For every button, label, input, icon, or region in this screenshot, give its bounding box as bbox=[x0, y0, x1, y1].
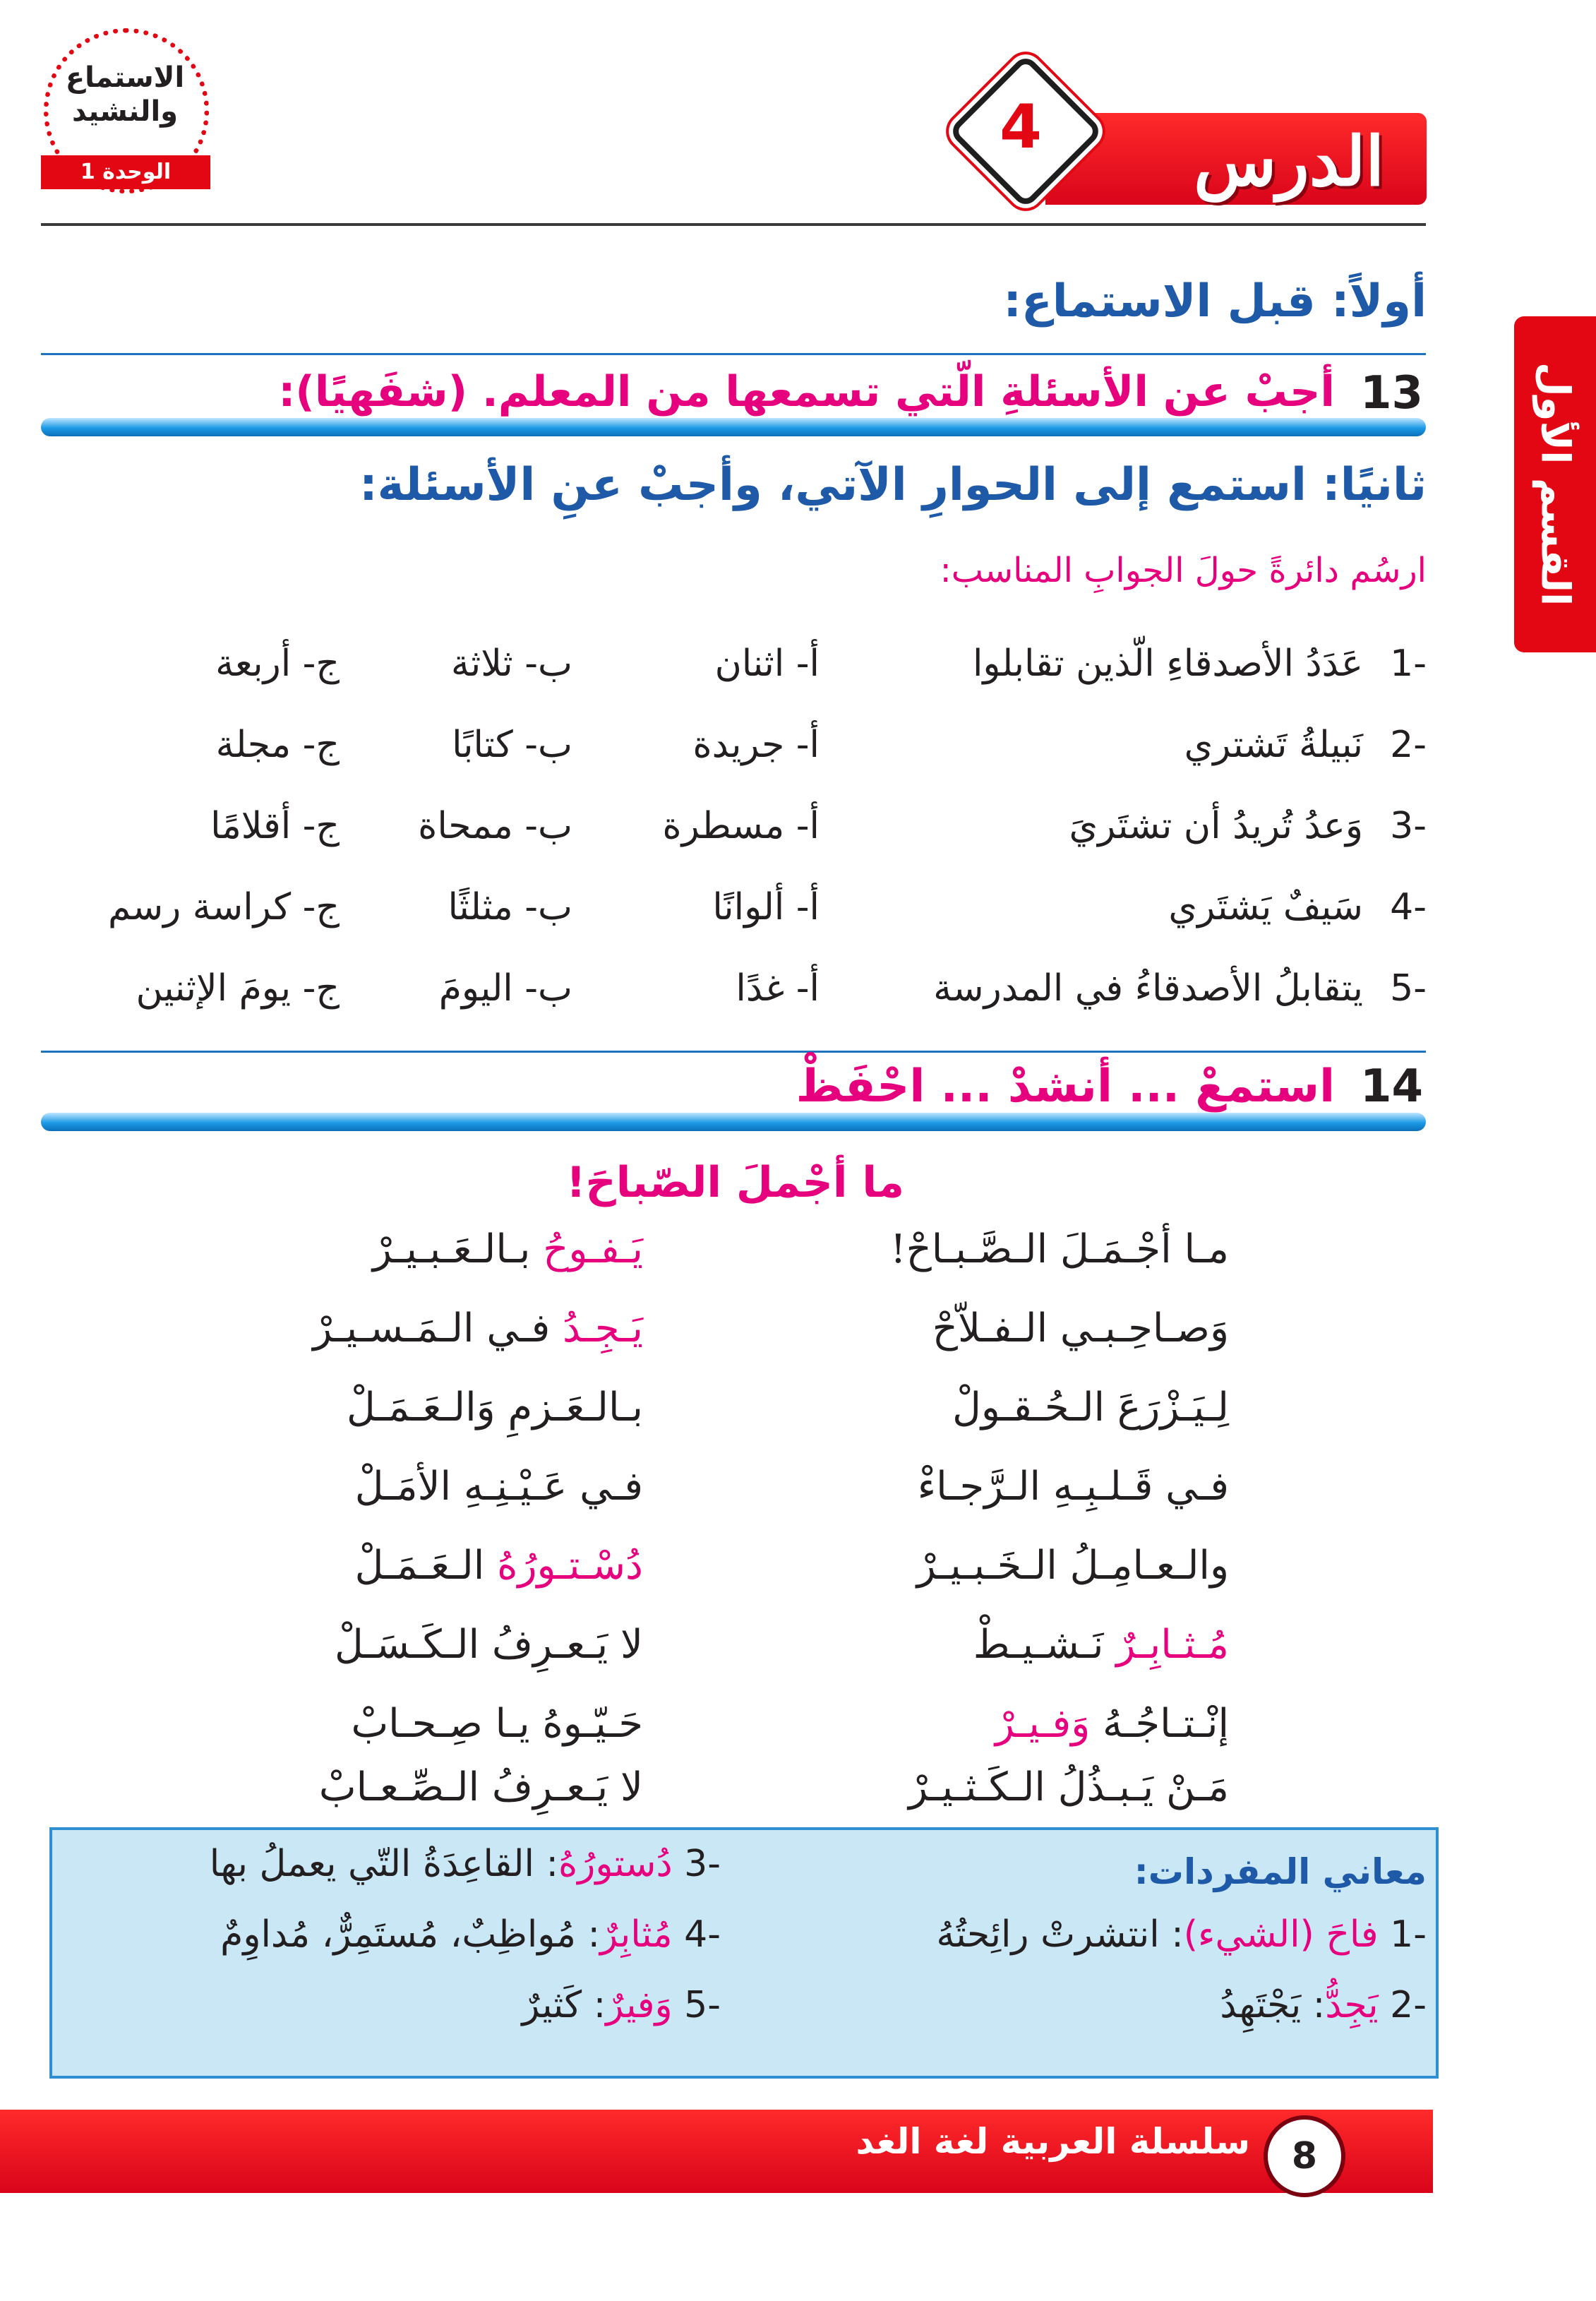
lesson-title: الدرس bbox=[1194, 121, 1384, 201]
vocab-word: وَفيرٌ bbox=[606, 1984, 673, 2026]
question-row-4 bbox=[0, 883, 1596, 932]
option-b[interactable]: ب- اليومَ bbox=[438, 967, 572, 1010]
verse-right-1: مـا أجْـمَـلَ الـصَّـبـاحْ! bbox=[890, 1226, 1229, 1272]
option-c[interactable]: ج- أقلامًا bbox=[210, 805, 340, 847]
divider bbox=[41, 1051, 1426, 1053]
before-listening-heading: أولاً: قبل الاستماع: bbox=[1003, 275, 1427, 328]
vocab-word: يَجِدُّ bbox=[1325, 1984, 1379, 2026]
vocab-number: -3 bbox=[684, 1843, 721, 1885]
verse-left-2 bbox=[191, 1301, 643, 1357]
question-row-5 bbox=[0, 964, 1596, 1013]
vocab-item-2 bbox=[777, 1977, 1427, 2033]
vocab-item-1 bbox=[777, 1906, 1427, 1963]
verse-highlight: يَـفـوحُ bbox=[543, 1226, 643, 1272]
option-c[interactable]: ج- أربعة bbox=[215, 643, 340, 685]
option-a[interactable]: أ- اثنان bbox=[714, 643, 820, 685]
question-text: يتقابلُ الأصدقاءُ في المدرسة bbox=[933, 967, 1363, 1010]
divider bbox=[41, 353, 1426, 355]
question-row-1 bbox=[0, 639, 1596, 688]
option-a[interactable]: أ- مسطرة bbox=[662, 805, 820, 847]
verse-right-4: فـي قَـلـبِـهِ الـرَّجـاءْ bbox=[917, 1464, 1229, 1510]
question-number: -5 bbox=[1390, 967, 1427, 1010]
verse-right-6 bbox=[791, 1617, 1229, 1673]
option-a[interactable]: أ- غدًا bbox=[736, 967, 820, 1010]
verse-left-3: بـالـعَـزمِ وَالـعَـمَـلْ bbox=[347, 1385, 643, 1430]
vocab-item-4 bbox=[107, 1906, 721, 1963]
vocabulary-title: معاني المفردات: bbox=[1134, 1851, 1427, 1892]
unit-seal-text: الاستماع والنشيد bbox=[65, 61, 185, 128]
option-c[interactable]: ج- يومَ الإثنين bbox=[136, 967, 340, 1010]
vocab-number: -2 bbox=[1390, 1984, 1427, 2026]
question-text: وَعدُ تُريدُ أن تشتَريَ bbox=[1069, 805, 1363, 847]
option-c[interactable]: ج- كراسة رسم bbox=[107, 886, 340, 928]
verse-highlight: دُسْـتـورُهُ bbox=[497, 1543, 643, 1589]
verse-right-7 bbox=[791, 1696, 1229, 1752]
verse-right-3: لِـيَـزْرَعَ الـحُـقـولْ bbox=[952, 1385, 1229, 1430]
verse-right-5: والـعـامِـلُ الـخَـبـيـرْ bbox=[916, 1543, 1229, 1589]
vocab-meaning: : مُواظِبٌ، مُستَمِرٌّ، مُداوِمٌ bbox=[220, 1913, 601, 1956]
option-b[interactable]: ب- ممحاة bbox=[418, 805, 572, 847]
question-row-3 bbox=[0, 801, 1596, 851]
vocab-word: فاحَ (الشيء) bbox=[1183, 1913, 1379, 1956]
vocab-word: مُثابِرٌ bbox=[600, 1913, 673, 1956]
option-b[interactable]: ب- مثلثًا bbox=[448, 886, 572, 928]
verse-right-2: وَصـاحِـبـي الـفـلاّحْ bbox=[932, 1305, 1229, 1351]
question-number: -3 bbox=[1390, 805, 1427, 847]
vocab-meaning: : انتشرتْ رائِحتُهُ bbox=[936, 1913, 1184, 1956]
verse-left-1 bbox=[191, 1221, 643, 1278]
vocab-item-5 bbox=[107, 1977, 721, 2033]
question-text: نَبيلةُ تَشتري bbox=[1184, 724, 1363, 766]
verse-highlight: مُـثـابِـرٌ bbox=[1116, 1622, 1229, 1668]
vocab-word: دُستورُهُ bbox=[558, 1843, 673, 1885]
question-text: عَدَدُ الأصدقاءِ الّذين تقابلوا bbox=[972, 643, 1363, 685]
exercise-13-text: أجبْ عن الأسئلةِ الّتي تسمعها من المعلم. (شفَهيًا): bbox=[278, 367, 1335, 417]
vocab-meaning: : القاعِدَةُ التّي يعملُ بها bbox=[209, 1843, 558, 1885]
option-a[interactable]: أ- جريدة bbox=[692, 724, 820, 766]
verse-left-5 bbox=[191, 1538, 643, 1594]
verse-left-4: فـي عَـيْـنِـهِ الأمَـلْ bbox=[354, 1464, 643, 1510]
question-number: -2 bbox=[1390, 724, 1427, 766]
exercise-13-number: 13 bbox=[1360, 367, 1423, 419]
verse-right-8: مَـنْ يَـبـذُلُ الـكَـثـيـرْ bbox=[908, 1764, 1229, 1810]
unit-badge: الوحدة 1 bbox=[41, 155, 210, 189]
exercise-14-number: 14 bbox=[1360, 1060, 1423, 1113]
option-a[interactable]: أ- ألوانًا bbox=[712, 886, 820, 928]
verse-text: إنْـتـاجُـهُ bbox=[1090, 1701, 1229, 1747]
page-number: 8 bbox=[1264, 2115, 1345, 2197]
vocab-number: -5 bbox=[684, 1984, 721, 2026]
vocab-number: -4 bbox=[684, 1913, 721, 1956]
option-b[interactable]: ب- كتابًا bbox=[452, 724, 572, 766]
exercise-14-bar bbox=[41, 1113, 1426, 1131]
verse-highlight: يَـجِـدُ bbox=[563, 1305, 643, 1351]
verse-highlight: وَفـيـرْ bbox=[995, 1701, 1091, 1747]
verse-left-7: حَـيّـوهُ يـا صِـحـابْ bbox=[351, 1701, 643, 1747]
question-number: -1 bbox=[1390, 643, 1427, 685]
poem-title: ما أجْملَ الصّباحَ! bbox=[566, 1158, 904, 1207]
vocab-meaning: : يَجْتَهِدُ bbox=[1220, 1984, 1326, 2026]
question-text: سَيفٌ يَشتَري bbox=[1168, 886, 1363, 928]
verse-text: الـعَـمَـلْ bbox=[354, 1543, 498, 1589]
instruction-text: ارسُم دائرةً حولَ الجوابِ المناسب: bbox=[940, 551, 1427, 590]
vocab-number: -1 bbox=[1390, 1913, 1427, 1956]
verse-text: بـالـعَـبـيـرْ bbox=[372, 1226, 544, 1272]
header-rule bbox=[41, 223, 1426, 226]
footer-series-title: سلسلة العربية لغة الغد bbox=[856, 2121, 1250, 2162]
exercise-13-bar bbox=[41, 418, 1426, 436]
verse-text: فـي الـمَـسـيـرْ bbox=[313, 1305, 563, 1351]
question-row-2 bbox=[0, 720, 1596, 770]
verse-text: نَـشـيـطْ bbox=[973, 1622, 1117, 1668]
option-b[interactable]: ب- ثلاثة bbox=[450, 643, 572, 685]
vocab-item-3 bbox=[107, 1836, 721, 1892]
question-number: -4 bbox=[1390, 886, 1427, 928]
vocab-meaning: : كَثيرٌ bbox=[522, 1984, 606, 2026]
verse-left-6: لا يَـعـرِفُ الـكَـسَـلْ bbox=[334, 1622, 643, 1668]
exercise-14-text: استمعْ ... أنشدْ ... احْفَظْ bbox=[796, 1060, 1335, 1113]
lesson-number: 4 bbox=[1000, 92, 1042, 162]
verse-left-8: لا يَـعـرِفُ الـصِّـعـابْ bbox=[318, 1764, 643, 1810]
section-side-tab-label: القسم الأول bbox=[1532, 362, 1578, 606]
option-c[interactable]: ج- مجلة bbox=[215, 724, 340, 766]
second-heading: ثانيًا: استمع إلى الحوارِ الآتي، وأجبْ عنِ الأسئلة: bbox=[359, 459, 1427, 511]
